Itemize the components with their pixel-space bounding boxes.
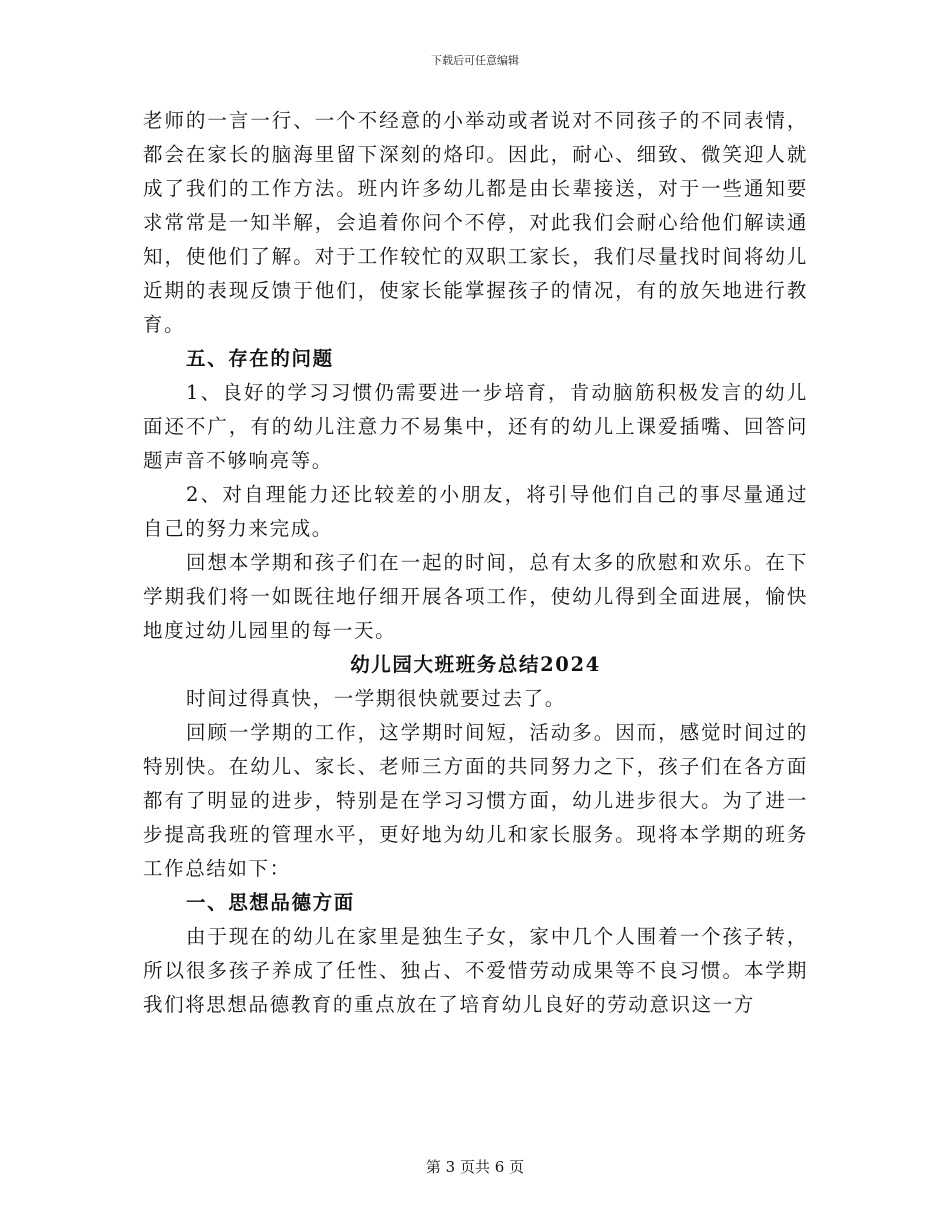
body-paragraph: 由于现在的幼儿在家里是独生子女，家中几个人围着一个孩子转，所以很多孩子养成了任性、独占、不爱惜劳动成果等不良习惯。本学期我们将思想品德教育的重点放在了培育幼儿良好的劳动意识这一方 [143,925,808,1016]
body-paragraph: 2、对自理能力还比较差的小朋友，将引导他们自己的事尽量通过自己的努力来完成。 [143,483,808,540]
body-paragraph: 老师的一言一行、一个不经意的小举动或者说对不同孩子的不同表情，都会在家长的脑海里留下深刻的烙印。因此，耐心、细致、微笑迎人就成了我们的工作方法。班内许多幼儿都是由长辈接送，对于一些通知要求常常是一知半解，会追着你问个不停，对此我们会耐心给他们解读通知，使他们了解。对于工作较忙的双职工家长，我们尽量找时间将幼儿近期的表现反馈于他们，使家长能掌握孩子的情况，有的放矢地进行教育。 [143,109,808,336]
document-body [143,104,808,1022]
page-number: 第 3 页共 6 页 [425,1158,525,1176]
section-heading-problems: 五、存在的问题 [186,347,334,370]
body-paragraph: 时间过得真快，一学期很快就要过去了。 [186,687,566,710]
body-paragraph: 1、良好的学习习惯仍需要进一步培育，肯动脑筋积极发言的幼儿面还不广，有的幼儿注意力不易集中，还有的幼儿上课爱插嘴、回答问题声音不够响亮等。 [143,381,808,472]
section-heading-moral: 一、思想品德方面 [186,891,355,914]
body-paragraph: 回顾一学期的工作，这学期时间短，活动多。因而，感觉时间过的特别快。在幼儿、家长、老师三方面的共同努力之下，孩子们在各方面都有了明显的进步，特别是在学习习惯方面，幼儿进步很大。为了进一步提高我班的管理水平，更好地为幼儿和家长服务。现将本学期的班务工作总结如下： [143,721,808,880]
document-title: 幼儿园大班班务总结2024 [350,653,601,676]
body-paragraph: 回想本学期和孩子们在一起的时间，总有太多的欣慰和欢乐。在下学期我们将一如既往地仔细开展各项工作，使幼儿得到全面进展，愉快地度过幼儿园里的每一天。 [143,551,808,642]
page-header-note: 下载后可任意编辑 [431,54,519,67]
